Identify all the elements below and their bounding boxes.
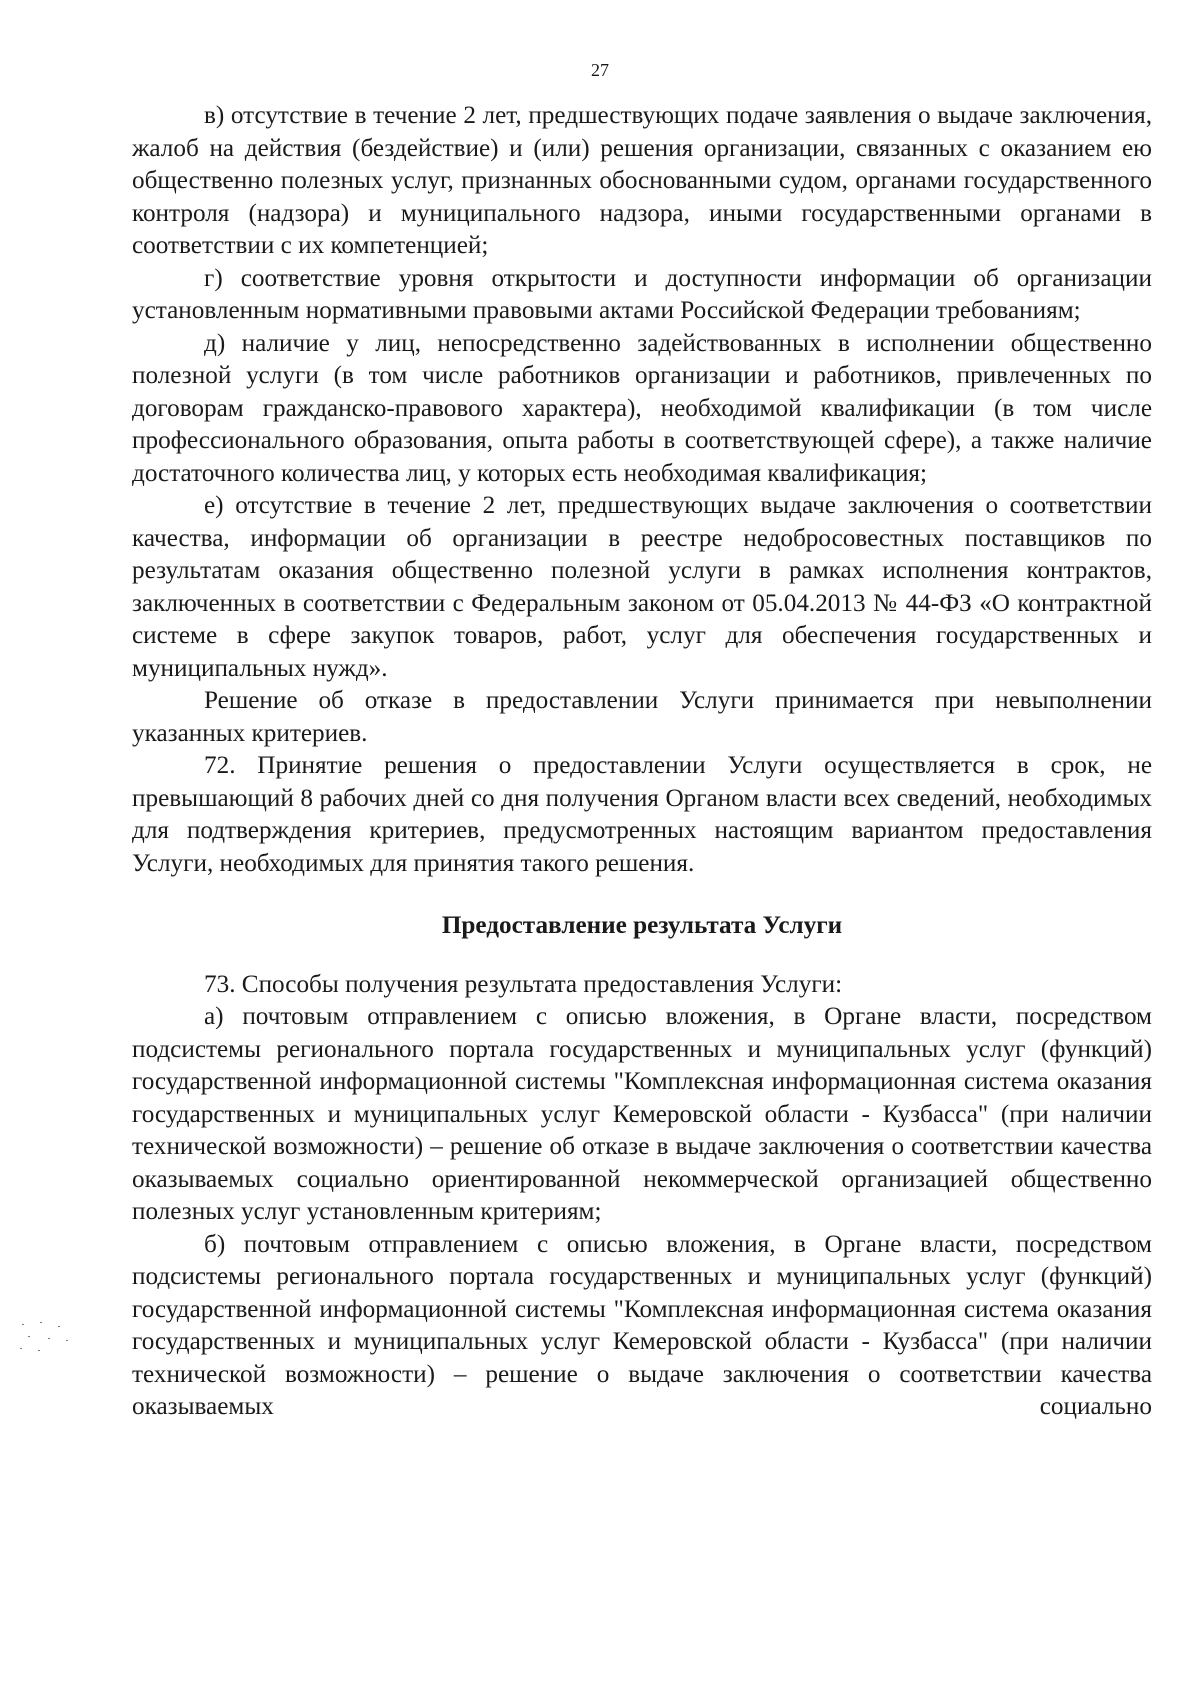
paragraph-criterion-v: в) отсутствие в течение 2 лет, предшествующих подаче заявления о выдаче заключения, жалоб на действия (бездействие) и (или) решения организации, связанных с оказанием ею общественно полезных услуг, признанных обоснованными судом, органами государственного контроля (надзора) и муниципального надзора, иными государственными органами в соответствии с их компетенцией; [132,102,1152,259]
document-body [132,100,1152,1424]
page-number: 27 [591,60,609,80]
paragraph-method-a: а) почтовым отправлением с описью вложения, в Органе власти, посредством подсистемы регионального портала государственных и муниципальных услуг (функций) государственной информационной системы "Комплексная информационная система оказания государственных и муниципальных услуг Кемеровской области - Кузбасса" (при наличии технической возможности) – решение об отказе в выдаче заключения о соответствии качества оказываемых социально ориентированной некоммерческой организацией общественно полезных услуг установленным критериям; [132,1003,1152,1225]
section-heading: Предоставление результата Услуги [441,912,843,939]
paragraph-criterion-e: е) отсутствие в течение 2 лет, предшествующих выдаче заключения о соответствии качества, информации об организации в реестре недобросовестных поставщиков по результатам оказания общественно полезной услуги в рамках исполнения контрактов, заключенных в соответствии с Федеральным законом от 05.04.2013 № 44-ФЗ «О контрактной системе в сфере закупок товаров, работ, услуг для обеспечения государственных и муниципальных нужд». [132,492,1152,682]
paragraph-criterion-g: г) соответствие уровня открытости и доступности информации об организации установленным нормативными правовыми актами Российской Федерации требованиям; [132,264,1152,324]
paragraph-refusal-decision: Решение об отказе в предоставлении Услуги принимается при невыполнении указанных критериев. [132,687,1152,747]
paragraph-criterion-d: д) наличие у лиц, непосредственно задействованных в исполнении общественно полезной услуги (в том числе работников организации и работников, привлеченных по договорам гражданско-правового характера), необходимой квалификации (в том числе профессионального образования, опыта работы в соответствующей сфере), а также наличие достаточного количества лиц, у которых есть необходимая квалификация; [132,329,1152,487]
paragraph-method-b: б) почтовым отправлением с описью вложения, в Органе власти, посредством подсистемы регионального портала государственных и муниципальных услуг (функций) государственной информационной системы "Комплексная информационная система оказания государственных и муниципальных услуг Кемеровской области - Кузбасса" (при наличии технической возможности) – решение о выдаче заключения о соответствии качества оказываемых социально [132,1230,1152,1420]
paragraph-73-methods: 73. Способы получения результата предоставления Услуги: [204,970,843,998]
paragraph-72-decision-term: 72. Принятие решения о предоставлении Услуги осуществляется в срок, не превышающий 8 рабочих дней со дня получения Органом власти всех сведений, необходимых для подтверждения критериев, предусмотренных настоящим вариантом предоставления Услуги, необходимых для принятия такого решения. [132,752,1152,877]
scan-specks [18,1320,78,1360]
